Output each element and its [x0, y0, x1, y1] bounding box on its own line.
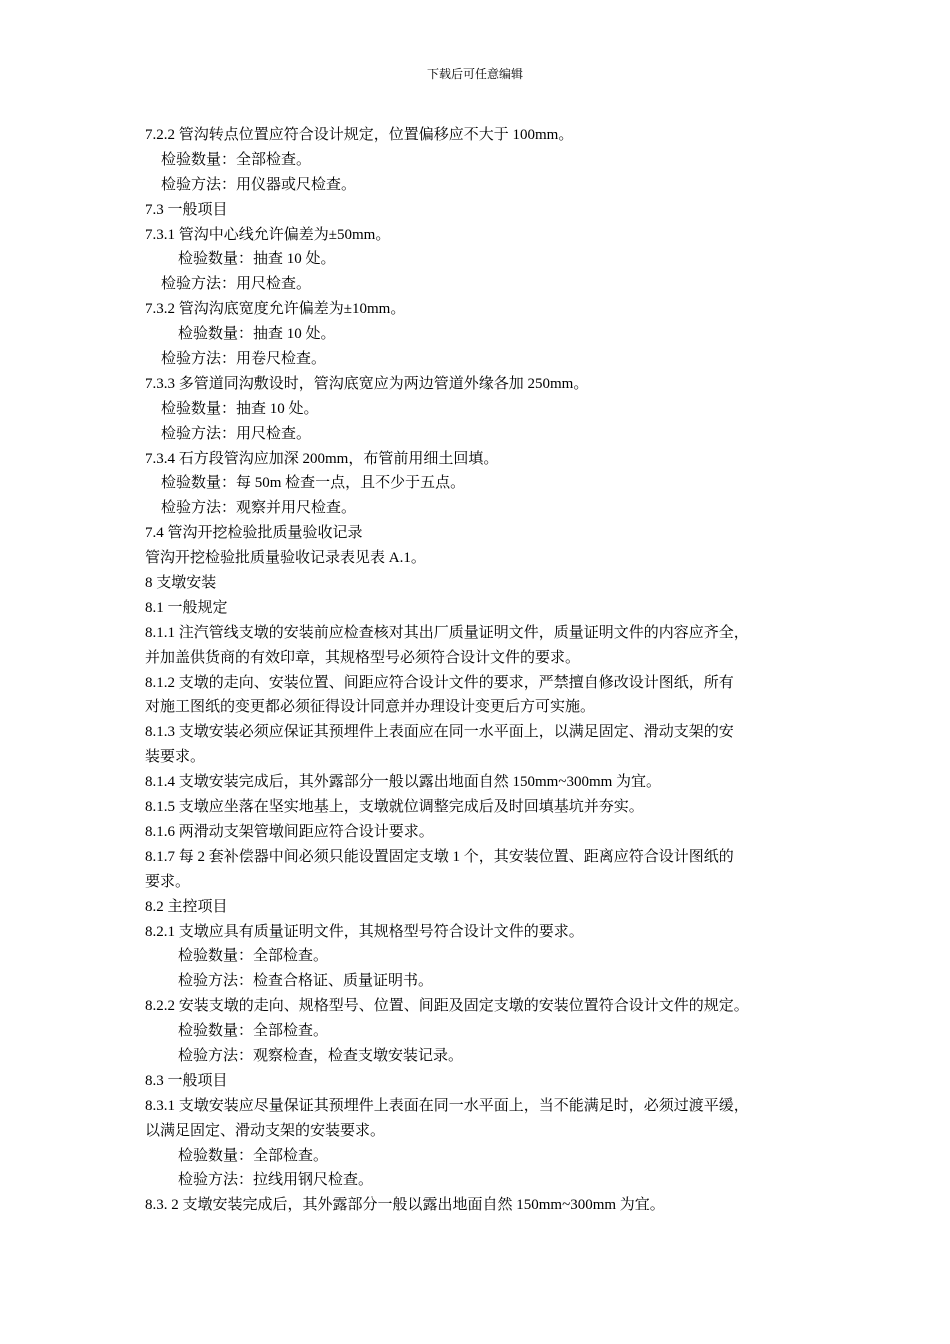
clause-text: 8.2.2 安装支墩的走向、规格型号、位置、间距及固定支墩的安装位置符合设计文件的规定。	[145, 998, 749, 1015]
clause-text: 管沟开挖检验批质量验收记录表见表 A.1。	[145, 550, 426, 567]
inspection-item: 检验数量：全部检查。	[178, 1023, 329, 1040]
clause-text: 要求。	[145, 873, 191, 890]
inspection-item: 检验方法：检查合格证、质量证明书。	[178, 973, 434, 990]
inspection-item: 检验数量：全部检查。	[178, 948, 329, 965]
clause-text: 装要求。	[145, 749, 206, 766]
inspection-item: 检验数量：抽查 10 处。	[161, 400, 319, 417]
clause-text: 8.1.6 两滑动支架管墩间距应符合设计要求。	[145, 823, 434, 840]
clause-text: 8.3.1 支墩安装应尽量保证其预埋件上表面在同一水平面上，当不能满足时，必须过渡平缓，	[145, 1097, 749, 1114]
clause-text: 以满足固定、滑动支架的安装要求。	[145, 1122, 386, 1139]
section-heading: 8.3 一般项目	[145, 1072, 228, 1089]
inspection-item: 检验数量：全部检查。	[178, 1147, 329, 1164]
clause-text: 并加盖供货商的有效印章，其规格型号必须符合设计文件的要求。	[145, 649, 581, 666]
inspection-item: 检验数量：抽查 10 处。	[178, 251, 336, 268]
clause-text: 7.3.1 管沟中心线允许偏差为±50mm。	[145, 226, 391, 243]
section-heading: 8.2 主控项目	[145, 898, 228, 915]
document-body	[145, 123, 825, 1218]
inspection-item: 检验数量：全部检查。	[161, 151, 312, 168]
inspection-item: 检验方法：用尺检查。	[161, 425, 312, 442]
section-heading: 8 支墩安装	[145, 575, 217, 592]
inspection-item: 检验方法：观察并用尺检查。	[161, 500, 357, 517]
clause-text: 8.1.3 支墩安装必须应保证其预埋件上表面应在同一水平面上，以满足固定、滑动支架的安	[145, 724, 734, 741]
section-heading: 8.1 一般规定	[145, 599, 228, 616]
clause-text: 8.1.2 支墩的走向、安装位置、间距应符合设计文件的要求，严禁擅自修改设计图纸，所有	[145, 674, 734, 691]
clause-text: 7.2.2 管沟转点位置应符合设计规定，位置偏移应不大于 100mm。	[145, 127, 574, 143]
inspection-item: 检验方法：观察检查，检查支墩安装记录。	[178, 1047, 464, 1064]
inspection-item: 检验方法：用卷尺检查。	[161, 351, 327, 368]
page-header-note: 下载后可任意编辑	[426, 67, 523, 81]
clause-text: 8.1.4 支墩安装完成后，其外露部分一般以露出地面自然 150mm~300mm 为宜。	[145, 774, 662, 791]
clause-text: 7.3.3 多管道同沟敷设时，管沟底宽应为两边管道外缘各加 250mm。	[145, 375, 589, 392]
clause-text: 8.1.7 每 2 套补偿器中间必须只能设置固定支墩 1 个，其安装位置、距离应符合设计图纸的	[145, 848, 734, 865]
section-heading: 7.4 管沟开挖检验批质量验收记录	[145, 525, 363, 542]
clause-text: 8.3. 2 支墩安装完成后，其外露部分一般以露出地面自然 150mm~300mm 为宜。	[145, 1197, 665, 1214]
clause-text: 7.3.4 石方段管沟应加深 200mm，布管前用细土回填。	[145, 450, 499, 467]
clause-text: 8.1.1 注汽管线支墩的安装前应检查核对其出厂质量证明文件，质量证明文件的内容应齐全，	[145, 624, 749, 641]
inspection-item: 检验数量：每 50m 检查一点，且不少于五点。	[161, 475, 466, 492]
clause-text: 8.1.5 支墩应坐落在坚实地基上，支墩就位调整完成后及时回填基坑并夯实。	[145, 799, 644, 816]
section-heading: 7.3 一般项目	[145, 201, 228, 218]
inspection-item: 检验方法：用尺检查。	[161, 276, 312, 293]
clause-text: 7.3.2 管沟沟底宽度允许偏差为±10mm。	[145, 301, 406, 318]
clause-text: 8.2.1 支墩应具有质量证明文件，其规格型号符合设计文件的要求。	[145, 923, 584, 940]
clause-text: 对施工图纸的变更都必须征得设计同意并办理设计变更后方可实施。	[145, 699, 596, 716]
inspection-item: 检验方法：用仪器或尺检查。	[161, 176, 357, 193]
inspection-item: 检验方法：拉线用钢尺检查。	[178, 1172, 374, 1189]
inspection-item: 检验数量：抽查 10 处。	[178, 326, 336, 343]
